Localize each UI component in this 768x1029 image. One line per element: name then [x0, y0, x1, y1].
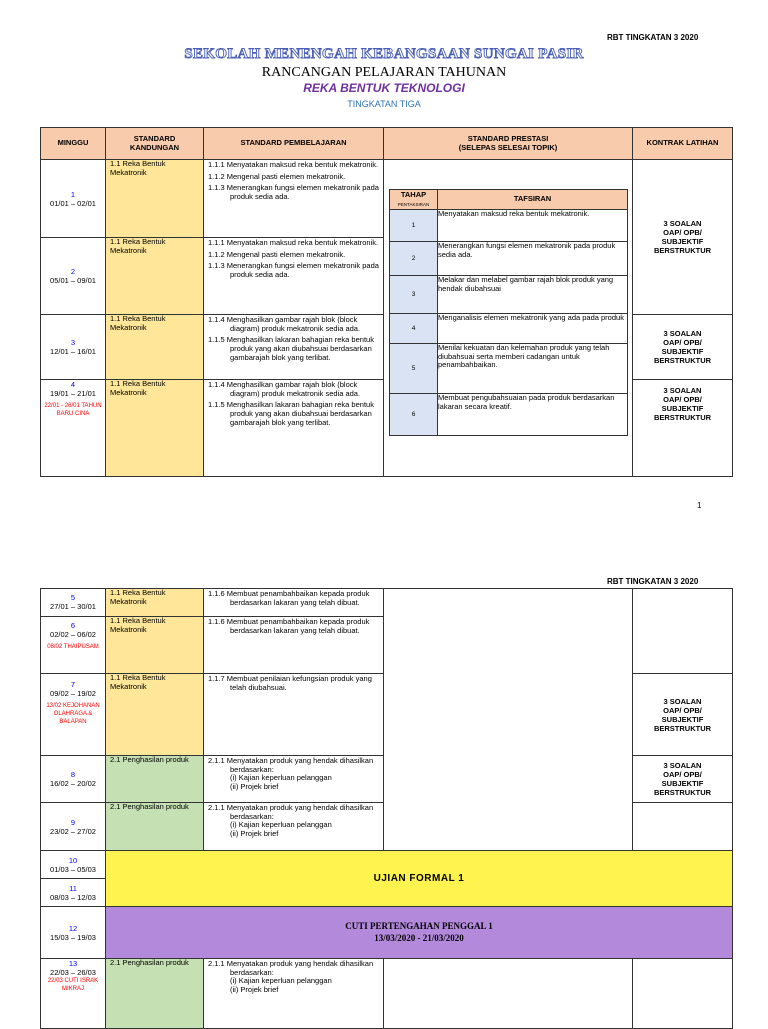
level-number: 5: [390, 344, 438, 394]
standard-kandungan-cell: 1.1 Reka Bentuk Mekatronik: [106, 238, 204, 315]
table-row: [41, 959, 733, 1029]
kontrak-latihan-cell: 3 SOALAN OAP/ OPB/ SUBJEKTIF BERSTRUKTUR: [633, 380, 733, 477]
level-description: Menerangkan fungsi elemen mekatronik pada produk sedia ada.: [438, 242, 628, 276]
level-row: [390, 242, 628, 276]
week-cell: 8 16/02 – 20/02: [41, 756, 106, 803]
standard-pembelajaran-cell: 2.1.1 Menyatakan produk yang hendak dihasilkan berdasarkan: (i) Kajian keperluan pelanggan (ii) Projek brief: [204, 959, 384, 1029]
standard-kandungan-cell: 2.1 Penghasilan produk: [106, 803, 204, 851]
kontrak-latihan-cell: 3 SOALAN OAP/ OPB/ SUBJEKTIF BERSTRUKTUR: [633, 674, 733, 756]
form-level: TINGKATAN TIGA: [347, 99, 421, 109]
cuti-pertengahan-banner: CUTI PERTENGAHAN PENGGAL 1 13/03/2020 - 21/03/2020: [106, 907, 733, 959]
standard-pembelajaran-cell: 2.1.1 Menyatakan produk yang hendak dihasilkan berdasarkan: (i) Kajian keperluan pelanggan (ii) Projek brief: [204, 756, 384, 803]
level-number: 2: [390, 242, 438, 276]
level-number: 4: [390, 314, 438, 344]
level-description: Menganalisis elemen mekatronik yang ada pada produk: [438, 314, 628, 344]
yearly-plan-table-page-1: [40, 127, 733, 477]
level-description: Menyatakan maksud reka bentuk mekatronik.: [438, 210, 628, 242]
standard-kandungan-cell: 1.1 Reka Bentuk Mekatronik: [106, 380, 204, 477]
standard-pembelajaran-cell: 1.1.4 Menghasilkan gambar rajah blok (block diagram) produk mekatronik sedia ada. 1.1.5 Menghasilkan lakaran bahagian reka bentuk produk yang akan diubahsuai berdasarkan gambarajah blok yang terlibat.: [204, 380, 384, 477]
standard-prestasi-cell: [384, 589, 633, 851]
header-tahap: TAHAP PENTAKSIRAN: [390, 190, 438, 210]
standard-kandungan-cell: 1.1 Reka Bentuk Mekatronik: [106, 617, 204, 674]
standard-pembelajaran-cell: 1.1.1 Menyatakan maksud reka bentuk mekatronik. 1.1.2 Mengenal pasti elemen mekatronik. 1.1.3 Menerangkan fungsi elemen mekatronik pada produk sedia ada.: [204, 160, 384, 238]
week-cell: 13 22/03 – 26/03 22/03 CUTI ISRAK MIKRAJ: [41, 959, 106, 1029]
week-cell: 5 27/01 – 30/01: [41, 589, 106, 617]
standard-pembelajaran-cell: 1.1.6 Membuat penambahbaikan kepada produk berdasarkan lakaran yang telah dibuat.: [204, 617, 384, 674]
standard-kandungan-cell: 2.1 Penghasilan produk: [106, 756, 204, 803]
standard-pembelajaran-cell: 1.1.7 Membuat penilaian kefungsian produk yang telah diubahsuai.: [204, 674, 384, 756]
standard-kandungan-cell: 1.1 Reka Bentuk Mekatronik: [106, 674, 204, 756]
standard-pembelajaran-cell: 1.1.1 Menyatakan maksud reka bentuk mekatronik. 1.1.2 Mengenal pasti elemen mekatronik. 1.1.3 Menerangkan fungsi elemen mekatronik pada produk sedia ada.: [204, 238, 384, 315]
document-tag: RBT TINGKATAN 3 2020: [607, 33, 699, 42]
week-cell: 6 02/02 – 06/02 08/02 THAIPUSAM: [41, 617, 106, 674]
standard-prestasi-cell: [384, 160, 633, 477]
table-header-row: [41, 128, 733, 160]
week-cell: 2 05/01 – 09/01: [41, 238, 106, 315]
document-tag-page-2: RBT TINGKATAN 3 2020: [607, 577, 699, 586]
header-standard-kandungan: STANDARD KANDUNGAN: [106, 128, 204, 160]
header-tafsiran: TAFSIRAN: [438, 190, 628, 210]
level-description: Melakar dan melabel gambar rajah blok produk yang hendak diubahsuai: [438, 276, 628, 314]
week-cell: 10 01/03 – 05/03: [41, 851, 106, 879]
table-row: [41, 907, 733, 959]
level-row: [390, 276, 628, 314]
header-minggu: MINGGU: [41, 128, 106, 160]
week-cell: 7 09/02 – 19/02 13/02 KEJOHANAN OLAHRAGA & BALAPAN: [41, 674, 106, 756]
kontrak-latihan-cell: 3 SOALAN OAP/ OPB/ SUBJEKTIF BERSTRUKTUR: [633, 756, 733, 803]
kontrak-latihan-cell: 3 SOALAN OAP/ OPB/ SUBJEKTIF BERSTRUKTUR: [633, 315, 733, 380]
school-name: SEKOLAH MENENGAH KEBANGSAAN SUNGAI PASIR: [184, 46, 584, 62]
standard-prestasi-cell: [384, 959, 633, 1029]
kontrak-latihan-cell: [633, 589, 733, 674]
kontrak-latihan-cell: [633, 803, 733, 851]
level-description: Menilai kekuatan dan kelemahan produk yang telah diubahsuai serta memberi cadangan untuk penambahbaikan.: [438, 344, 628, 394]
standard-kandungan-cell: 1.1 Reka Bentuk Mekatronik: [106, 315, 204, 380]
week-cell: 11 08/03 – 12/03: [41, 879, 106, 907]
standard-pembelajaran-cell: 2.1.1 Menyatakan produk yang hendak dihasilkan berdasarkan: (i) Kajian keperluan pelanggan (ii) Projek brief: [204, 803, 384, 851]
week-cell: 9 23/02 – 27/02: [41, 803, 106, 851]
level-row: [390, 314, 628, 344]
yearly-plan-table-page-2: [40, 588, 733, 1029]
week-cell: 4 19/01 – 21/01 22/01 - 26/01 TAHUN BARU CINA: [41, 380, 106, 477]
level-row: [390, 344, 628, 394]
subject-title: REKA BENTUK TEKNOLOGI: [303, 81, 465, 95]
level-description: Membuat pengubahsuaian pada produk berdasarkan lakaran secara kreatif.: [438, 394, 628, 436]
header-standard-pembelajaran: STANDARD PEMBELAJARAN: [204, 128, 384, 160]
standard-pembelajaran-cell: 1.1.4 Menghasilkan gambar rajah blok (block diagram) produk mekatronik sedia ada. 1.1.5 Menghasilkan lakaran bahagian reka bentuk produk yang akan diubahsuai berdasarkan gambarajah blok yang terlibat.: [204, 315, 384, 380]
level-number: 6: [390, 394, 438, 436]
header-standard-prestasi: STANDARD PRESTASI (SELEPAS SELESAI TOPIK): [384, 128, 633, 160]
standard-kandungan-cell: 1.1 Reka Bentuk Mekatronik: [106, 160, 204, 238]
level-number: 1: [390, 210, 438, 242]
header-kontrak-latihan: KONTRAK LATIHAN: [633, 128, 733, 160]
level-number: 3: [390, 276, 438, 314]
week-cell: 1 01/01 – 02/01: [41, 160, 106, 238]
table-row: [41, 851, 733, 879]
ujian-formal-banner: UJIAN FORMAL 1: [106, 851, 733, 907]
standard-kandungan-cell: 2.1 Penghasilan produk: [106, 959, 204, 1029]
tahap-pentaksiran-table: [389, 189, 628, 436]
level-row: [390, 394, 628, 436]
document-title: RANCANGAN PELAJARAN TAHUNAN: [261, 65, 507, 80]
standard-pembelajaran-cell: 1.1.6 Membuat penambahbaikan kepada produk berdasarkan lakaran yang telah dibuat.: [204, 589, 384, 617]
kontrak-latihan-cell: [633, 959, 733, 1029]
page-number: 1: [697, 501, 702, 510]
table-row: [41, 160, 733, 238]
week-cell: 12 15/03 – 19/03: [41, 907, 106, 959]
kontrak-latihan-cell: 3 SOALAN OAP/ OPB/ SUBJEKTIF BERSTRUKTUR: [633, 160, 733, 315]
standard-kandungan-cell: 1.1 Reka Bentuk Mekatronik: [106, 589, 204, 617]
level-row: [390, 210, 628, 242]
week-cell: 3 12/01 – 16/01: [41, 315, 106, 380]
table-row: [41, 589, 733, 617]
